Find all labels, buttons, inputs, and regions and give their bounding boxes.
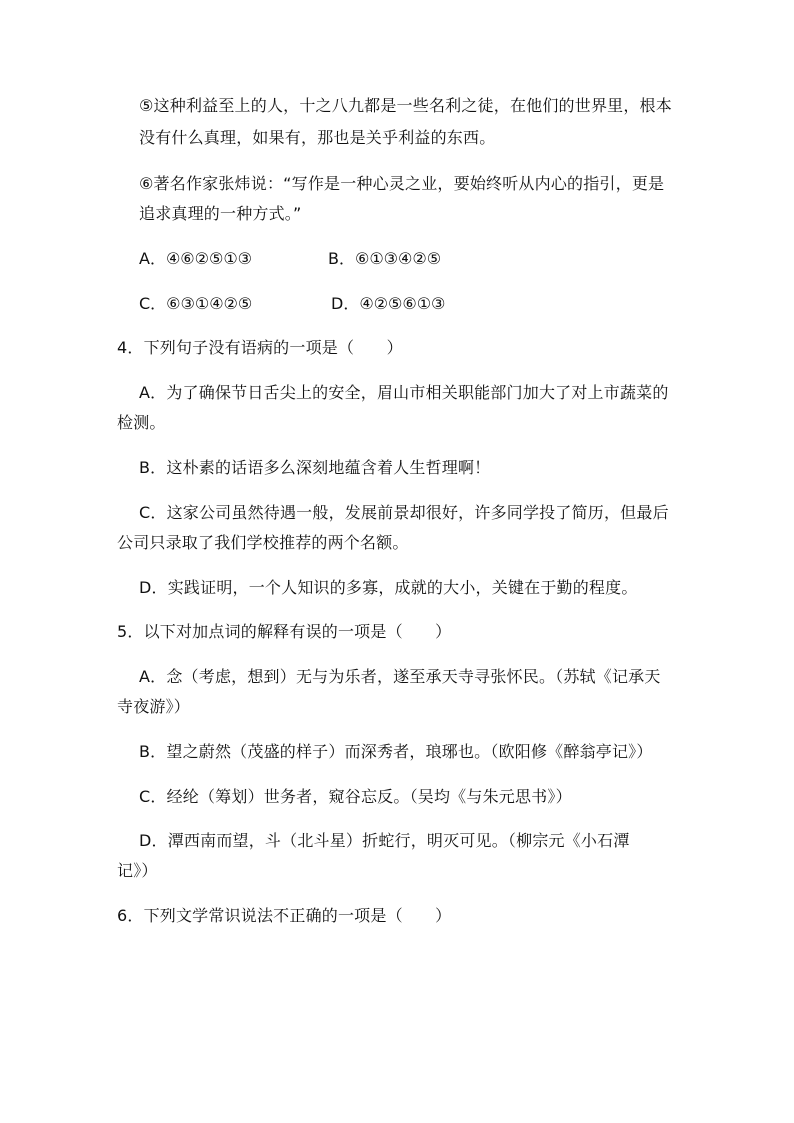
question-6-stem: 6．下列文学常识说法不正确的一项是（ ） — [117, 906, 452, 925]
question-4-stem: 4．下列句子没有语病的一项是（ ） — [117, 338, 403, 357]
q5-option-a-line-2: 寺夜游》） — [117, 697, 191, 716]
q5-option-b: B．望之蔚然（茂盛的样子）而深秀者，琅琊也。（欧阳修《醉翁亭记》） — [139, 742, 653, 761]
q3-option-d: D．④②⑤⑥①③ — [331, 294, 446, 313]
q3-options-row-2 — [139, 294, 539, 314]
q5-option-d-line-2: 记》） — [117, 861, 158, 880]
q4-option-d: D．实践证明，一个人知识的多寡，成就的大小，关键在于勤的程度。 — [139, 578, 638, 597]
q3-option-c: C．⑥③①④②⑤ — [139, 294, 253, 313]
q4-option-a-line-2: 检测。 — [117, 413, 166, 432]
q5-option-c: C．经纶（筹划）世务者，窥谷忘反。（吴均《与朱元思书》） — [139, 787, 572, 806]
q5-option-a-line-1: A．念（考虑，想到）无与为乐者，遂至承天寺寻张怀民。（苏轼《记承天 — [139, 667, 661, 686]
q5-option-d-line-1: D．潭西南而望，斗（北斗星）折蛇行，明灭可见。（柳宗元《小石潭 — [139, 831, 630, 850]
q3-option-b: B．⑥①③④②⑤ — [328, 249, 442, 268]
q4-option-c-line-2: 公司只录取了我们学校推荐的两个名额。 — [117, 533, 409, 552]
q4-option-a-line-1: A．为了确保节日舌尖上的安全，眉山市相关职能部门加大了对上市蔬菜的 — [139, 383, 669, 402]
q3-option-a: A．④⑥②⑤①③ — [139, 249, 253, 268]
q3-options-row-1 — [139, 249, 539, 269]
sentence-5-line-1: ⑤这种利益至上的人，十之八九都是一些名利之徒，在他们的世界里，根本 — [139, 96, 672, 115]
q4-option-b: B．这朴素的话语多么深刻地蕴含着人生哲理啊！ — [139, 458, 491, 477]
question-5-stem: 5．以下对加点词的解释有误的一项是（ ） — [117, 622, 452, 641]
q4-option-c-line-1: C．这家公司虽然待遇一般，发展前景却很好，许多同学投了简历，但最后 — [139, 503, 669, 522]
sentence-5-line-2: 没有什么真理，如果有，那也是关乎利益的东西。 — [139, 128, 496, 147]
sentence-6-line-1: ⑥著名作家张炜说：“写作是一种心灵之业，要始终听从内心的指引，更是 — [139, 174, 665, 193]
sentence-6-line-2: 追求真理的一种方式。” — [139, 204, 302, 223]
